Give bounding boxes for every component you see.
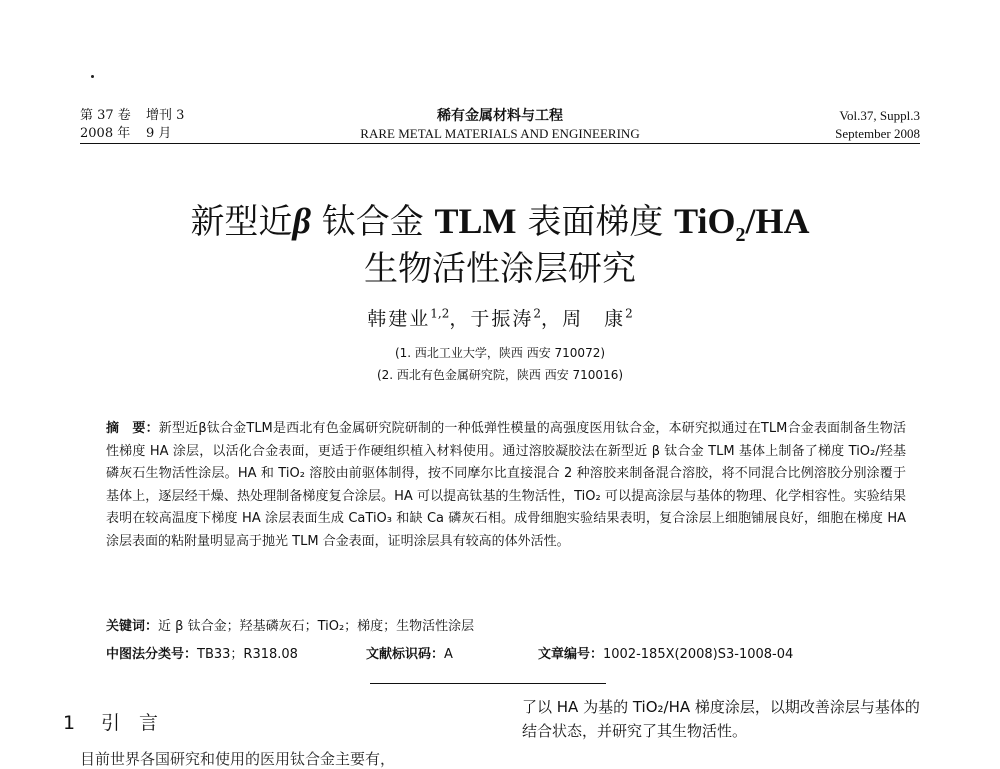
vol-en: Vol.37, Suppl.3 (839, 108, 920, 123)
body-text-right: 了以 HA 为基的 TiO₂/HA 梯度涂层，以期改善涂层与基体的结合状态，并研究了其生物活性。 (522, 698, 920, 740)
month: 9 月 (146, 126, 172, 141)
stray-dot (91, 75, 94, 78)
volume: 第 37 卷 (80, 108, 131, 123)
paper-title-line2: 生物活性涂层研究 (364, 249, 636, 289)
section-separator (370, 683, 606, 684)
affiliation-1: (1. 西北工业大学，陕西 西安 710072) (394, 346, 606, 360)
clc-number: 中图法分类号：TB33；R318.08 (106, 647, 298, 662)
year: 2008 年 (80, 126, 131, 141)
date-en: September 2008 (835, 126, 920, 141)
abstract-label: 摘 要： (106, 421, 159, 436)
journal-name-en: RARE METAL MATERIALS AND ENGINEERING (360, 126, 640, 141)
keywords-label: 关键词： (106, 619, 159, 634)
article-number: 文章编号：1002-185X(2008)S3-1008-04 (538, 647, 794, 662)
section-heading: 1 引 言 (63, 712, 159, 734)
journal-name-cn: 稀有金属材料与工程 (437, 108, 563, 124)
author-list: 韩建业$^{1,2}$，于振涛$^2$，周 康$^2$ (367, 306, 633, 330)
issue: 增刊 3 (146, 108, 185, 123)
header-rule (80, 143, 920, 144)
journal-volume-en (835, 107, 920, 143)
paper-title-line1: 新型近β 钛合金 TLM 表面梯度 TiO$_2$/HA (190, 201, 810, 247)
body-text-left: 目前世界各国研究和使用的医用钛合金主要有， (80, 750, 396, 768)
keywords (106, 615, 474, 634)
doc-code: 文献标识码：A (366, 647, 453, 662)
keywords-text: 近 β 钛合金；羟基磷灰石；TiO₂；梯度；生物活性涂层 (158, 619, 475, 634)
abstract (106, 418, 906, 553)
affiliation-2: (2. 西北有色金属研究院，陕西 西安 710016) (376, 368, 624, 382)
abstract-text: 新型近β钛合金TLM是西北有色金属研究院研制的一种低弹性模量的高强度医用钛合金，本研究拟通过在TLM合金表面制备生物活性梯度 HA 涂层，以活化合金表面，更适于作硬组织植入材料使用。通过溶胶凝胶法在新型近 β 钛合金 TLM 基体上制备了梯度 TiO₂/羟基磷灰石生物活性涂层。HA 和 TiO₂ 溶胶由前驱体制得，按不同摩尔比直接混合 2 种溶胶来制备混合溶胶，将不同混合比例溶胶分别涂覆于基体上，逐层经干燥、热处理制备梯度复合涂层。HA 可以提高钛基的生物活性，TiO₂ 可以提高涂层与基体的物理、化学相容性。实验结果表明在较高温度下梯度 HA 涂层表面生成 CaTiO₃ 和缺 Ca 磷灰石相。成骨细胞实验结果表明，复合涂层上细胞铺展良好，细胞在梯度 HA 涂层表面的粘附量明显高于抛光 TLM 合金表面，证明涂层具有较高的体外活性。 (106, 421, 906, 549)
